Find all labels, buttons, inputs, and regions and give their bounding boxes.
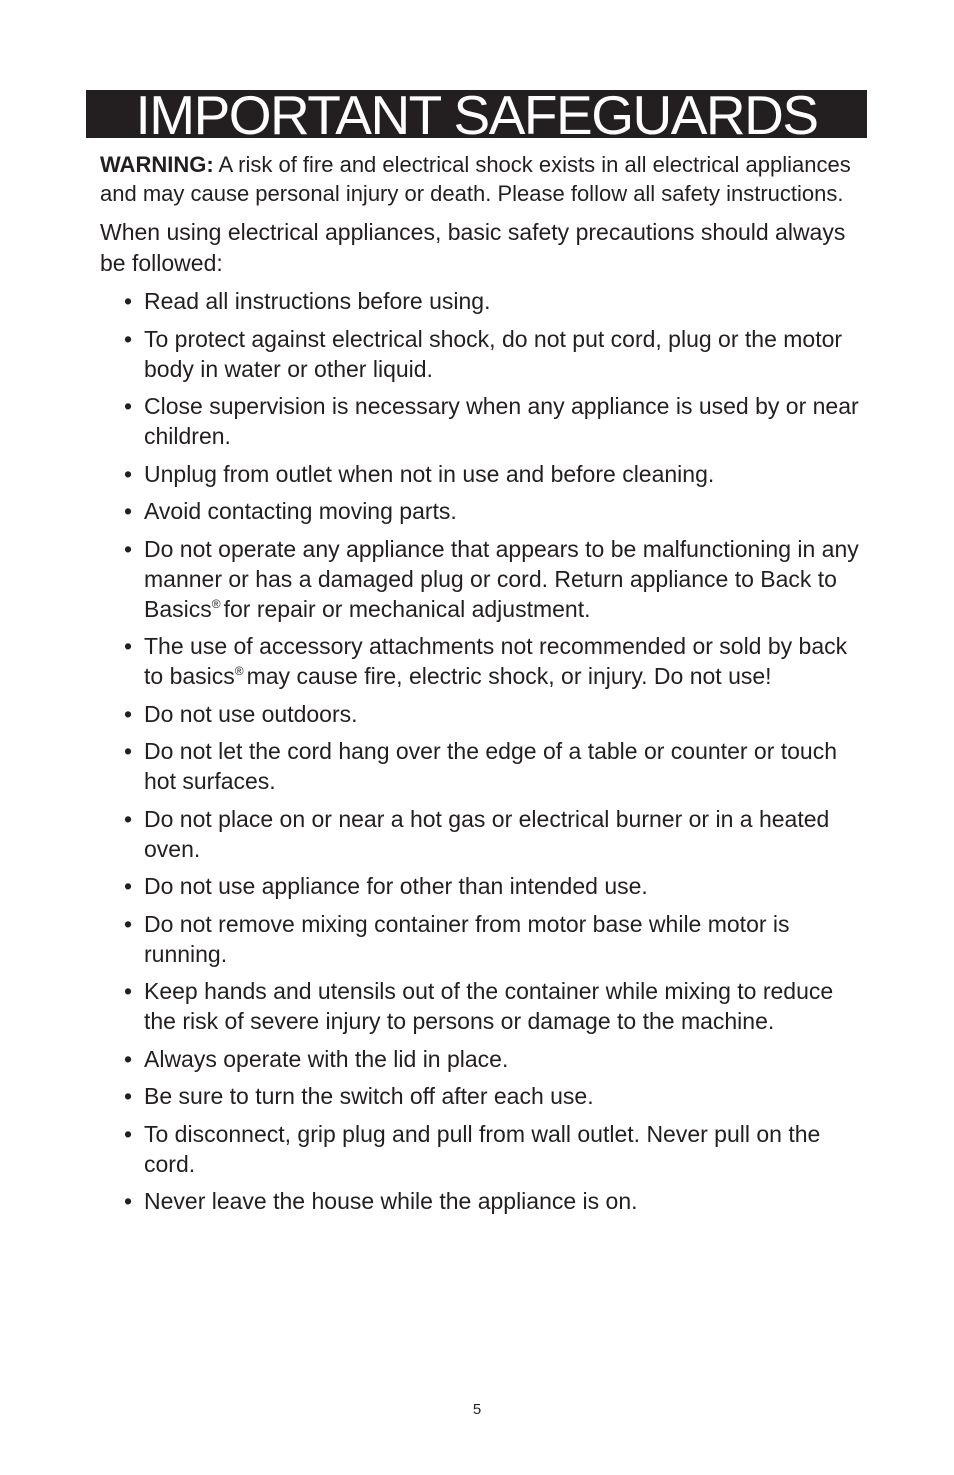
bullet-icon: • [124, 805, 133, 832]
safeguard-text: Always operate with the lid in place. [144, 1045, 509, 1072]
bullet-icon: • [124, 325, 133, 352]
safeguard-text: To disconnect, grip plug and pull from wall outlet. Never pull on the cord. [144, 1120, 821, 1177]
safeguards-content [100, 150, 860, 1224]
warning-paragraph [100, 150, 860, 208]
safeguard-text: Read all instructions before using. [144, 288, 491, 314]
bullet-icon: • [124, 393, 133, 419]
safeguard-item [100, 459, 860, 489]
safeguard-item [100, 1044, 860, 1074]
safeguard-text: Do not use appliance for other than intended use. [144, 873, 648, 899]
safeguard-text: Do not operate any appliance that appears to be malfunctioning in any manner or has a damaged plug or cord. Return appliance to Back to Basics [144, 535, 859, 622]
safeguard-text: Do not use outdoors. [144, 700, 358, 727]
bullet-icon: • [124, 1045, 133, 1072]
safeguard-item [100, 631, 860, 691]
safeguard-text: Do not let the cord hang over the edge of a table or counter or touch hot surfaces. [144, 738, 838, 794]
bullet-icon: • [124, 700, 133, 727]
registered-mark: ® [234, 664, 244, 678]
bullet-icon: • [124, 1083, 133, 1109]
safeguards-list [100, 286, 860, 1216]
safeguard-item [100, 699, 860, 729]
safeguard-text: Keep hands and utensils out of the container while mixing to reduce the risk of severe injury to persons or damage to the machine. [144, 978, 834, 1034]
title-banner [86, 90, 867, 138]
bullet-icon: • [124, 535, 133, 562]
safeguard-item [100, 324, 860, 384]
bullet-icon: • [124, 978, 133, 1004]
bullet-icon: • [124, 1120, 133, 1147]
bullet-icon: • [124, 873, 133, 899]
safeguard-text: To protect against electrical shock, do not put cord, plug or the motor body in water or other liquid. [144, 325, 843, 382]
page-number: 5 [472, 1401, 482, 1418]
safeguard-text: Do not place on or near a hot gas or electrical burner or in a heated oven. [144, 805, 830, 862]
warning-label: WARNING: [100, 152, 214, 177]
safeguard-item [100, 286, 860, 316]
safeguard-item [100, 909, 860, 969]
safeguard-text: Avoid contacting moving parts. [144, 498, 457, 524]
registered-mark: ® [211, 596, 221, 611]
safeguard-item [100, 1119, 860, 1179]
safeguard-item [100, 534, 860, 624]
warning-text: A risk of fire and electrical shock exists in all electrical appliances and may cause personal injury or death. Please follow all safety instructions. [100, 152, 851, 206]
bullet-icon: • [124, 460, 133, 487]
safeguard-text: may cause fire, electric shock, or injury. Do not use! [246, 663, 772, 689]
safeguard-item [100, 871, 860, 901]
safeguard-item [100, 804, 860, 864]
safeguard-item [100, 496, 860, 526]
safeguard-text: for repair or mechanical adjustment. [223, 595, 591, 622]
bullet-icon: • [124, 738, 133, 764]
safeguard-item [100, 1186, 860, 1216]
bullet-icon: • [124, 910, 133, 937]
safeguard-item [100, 1081, 860, 1111]
bullet-icon: • [124, 498, 133, 524]
safeguard-item [100, 391, 860, 451]
safeguard-text: The use of accessory attachments not recommended or sold by back to basics [144, 633, 848, 689]
bullet-icon: • [124, 288, 133, 314]
safeguard-text: Unplug from outlet when not in use and before cleaning. [144, 460, 715, 487]
safeguard-text: Close supervision is necessary when any appliance is used by or near children. [144, 393, 859, 449]
safeguard-text: Do not remove mixing container from motor base while motor is running. [144, 910, 790, 967]
bullet-icon: • [124, 1188, 133, 1214]
intro-paragraph: When using electrical appliances, basic safety precautions should always be followed: [100, 219, 846, 276]
safeguard-item [100, 736, 860, 796]
safeguard-item [100, 976, 860, 1036]
page-title: IMPORTANT SAFEGUARDS [135, 90, 818, 138]
safeguard-text: Be sure to turn the switch off after each use. [144, 1083, 594, 1109]
bullet-icon: • [124, 633, 133, 659]
safeguard-text: Never leave the house while the appliance is on. [144, 1188, 638, 1214]
